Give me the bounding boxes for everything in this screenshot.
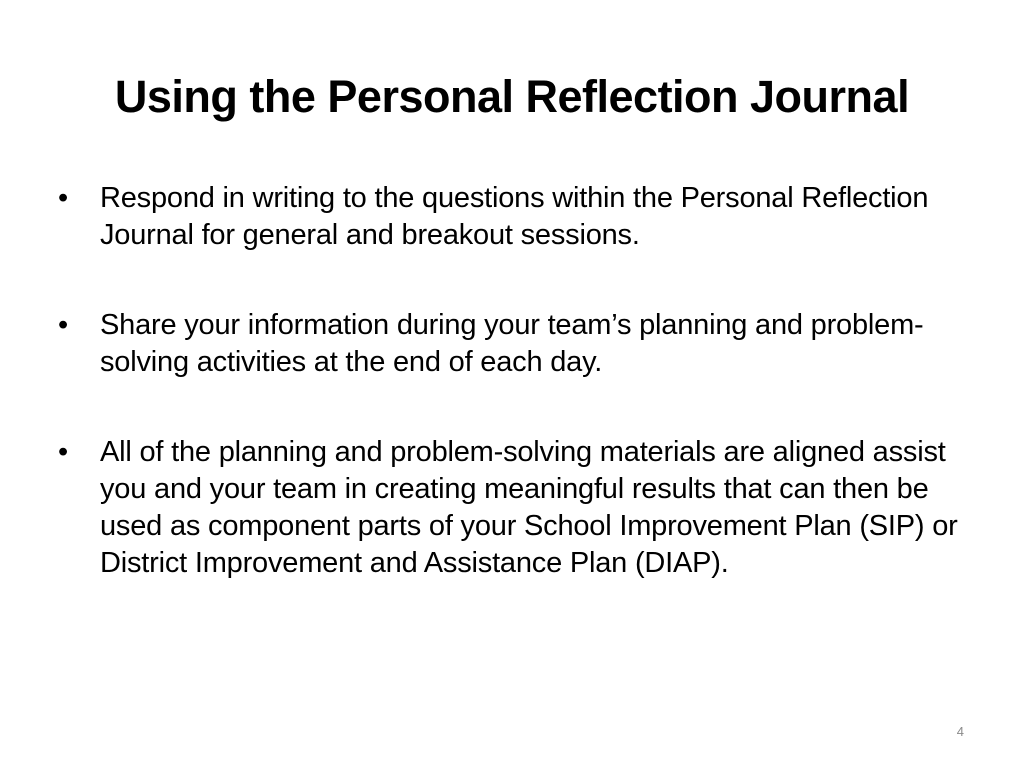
bullet-text: Share your information during your team’s planning and problem-solving activities at the end of each day. xyxy=(100,309,924,378)
bullet-text: All of the planning and problem-solving materials are aligned assist you and your team in creating meaningful results that can then be used as component parts of your School Improvement Plan (SIP) or District Improvement and Assistance Plan (DIAP). xyxy=(100,436,958,579)
slide-title: Using the Personal Reflection Journal xyxy=(114,71,910,122)
bullet-item xyxy=(58,307,988,381)
bullet-marker: • xyxy=(58,182,68,214)
bullet-list xyxy=(58,180,988,582)
page-number: 4 xyxy=(956,724,964,739)
bullet-marker: • xyxy=(58,436,68,468)
bullet-item xyxy=(58,180,988,254)
bullet-marker: • xyxy=(58,309,68,341)
bullet-item xyxy=(58,434,988,582)
bullet-text: Respond in writing to the questions within the Personal Reflection Journal for general and breakout sessions. xyxy=(100,182,929,251)
